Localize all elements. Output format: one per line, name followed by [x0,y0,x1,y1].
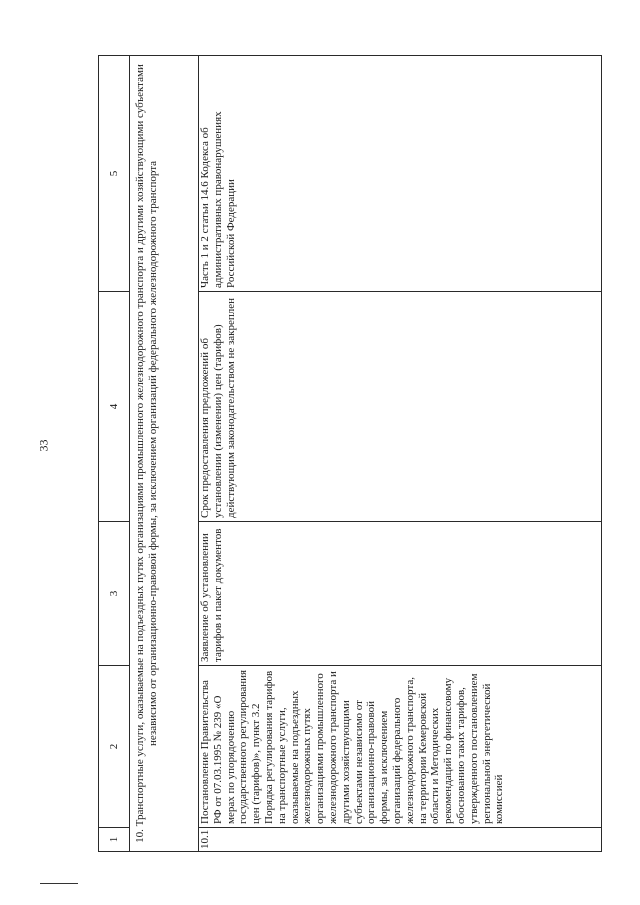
footnote-separator [40,883,78,884]
header-cell-4: 4 [99,292,130,522]
regulation-table-sheet [98,56,598,852]
header-cell-3: 3 [99,522,130,666]
table-row [199,56,602,852]
regulation-table [98,55,602,852]
row-number: 10.1 [199,828,602,852]
deadline-cell: Срок предоставления предложений об установлении (изменении) цен (тарифов) действующим законодательством не закреплен [199,292,602,522]
header-cell-2: 2 [99,666,130,828]
section-title: 10. Транспортные услуги, оказываемые на подъездных путях организациями промышленного железнодорожного транспорта и другими хозяйствующими субъектами независимо от организационно-правовой формы, за исключением организаций федерального железнодорожного транспорта [130,56,199,852]
header-row [99,56,130,852]
document-cell: Заявление об установлении тарифов и пакет документов [199,522,602,666]
header-cell-1: 1 [99,828,130,852]
legal-basis-cell: Постановление Правительства РФ от 07.03.1995 № 239 «О мерах по упорядочению государственного регулирования цен (тарифов)», пункт 3.2 Порядка регулирования тарифов на транспортные услуги, оказываемые на подъездных железнодорожных путях организациями промышленного железнодорожного транспорта и другими хозяйствующими субъектами независимо от организационно-правовой формы, за исключением организаций федерального железнодорожного транспорта, на территории Кемеровской области и Методических рекомендаций по финансовому обоснованию таких тарифов, утвержденного постановлением региональной энергетической комиссией [199,666,602,828]
page-number: 33 [36,439,51,452]
liability-cell: Часть 1 и 2 статьи 14.6 Кодекса об административных правонарушениях Российской Федерации [199,56,602,292]
section-row [130,56,199,852]
header-cell-5: 5 [99,56,130,292]
